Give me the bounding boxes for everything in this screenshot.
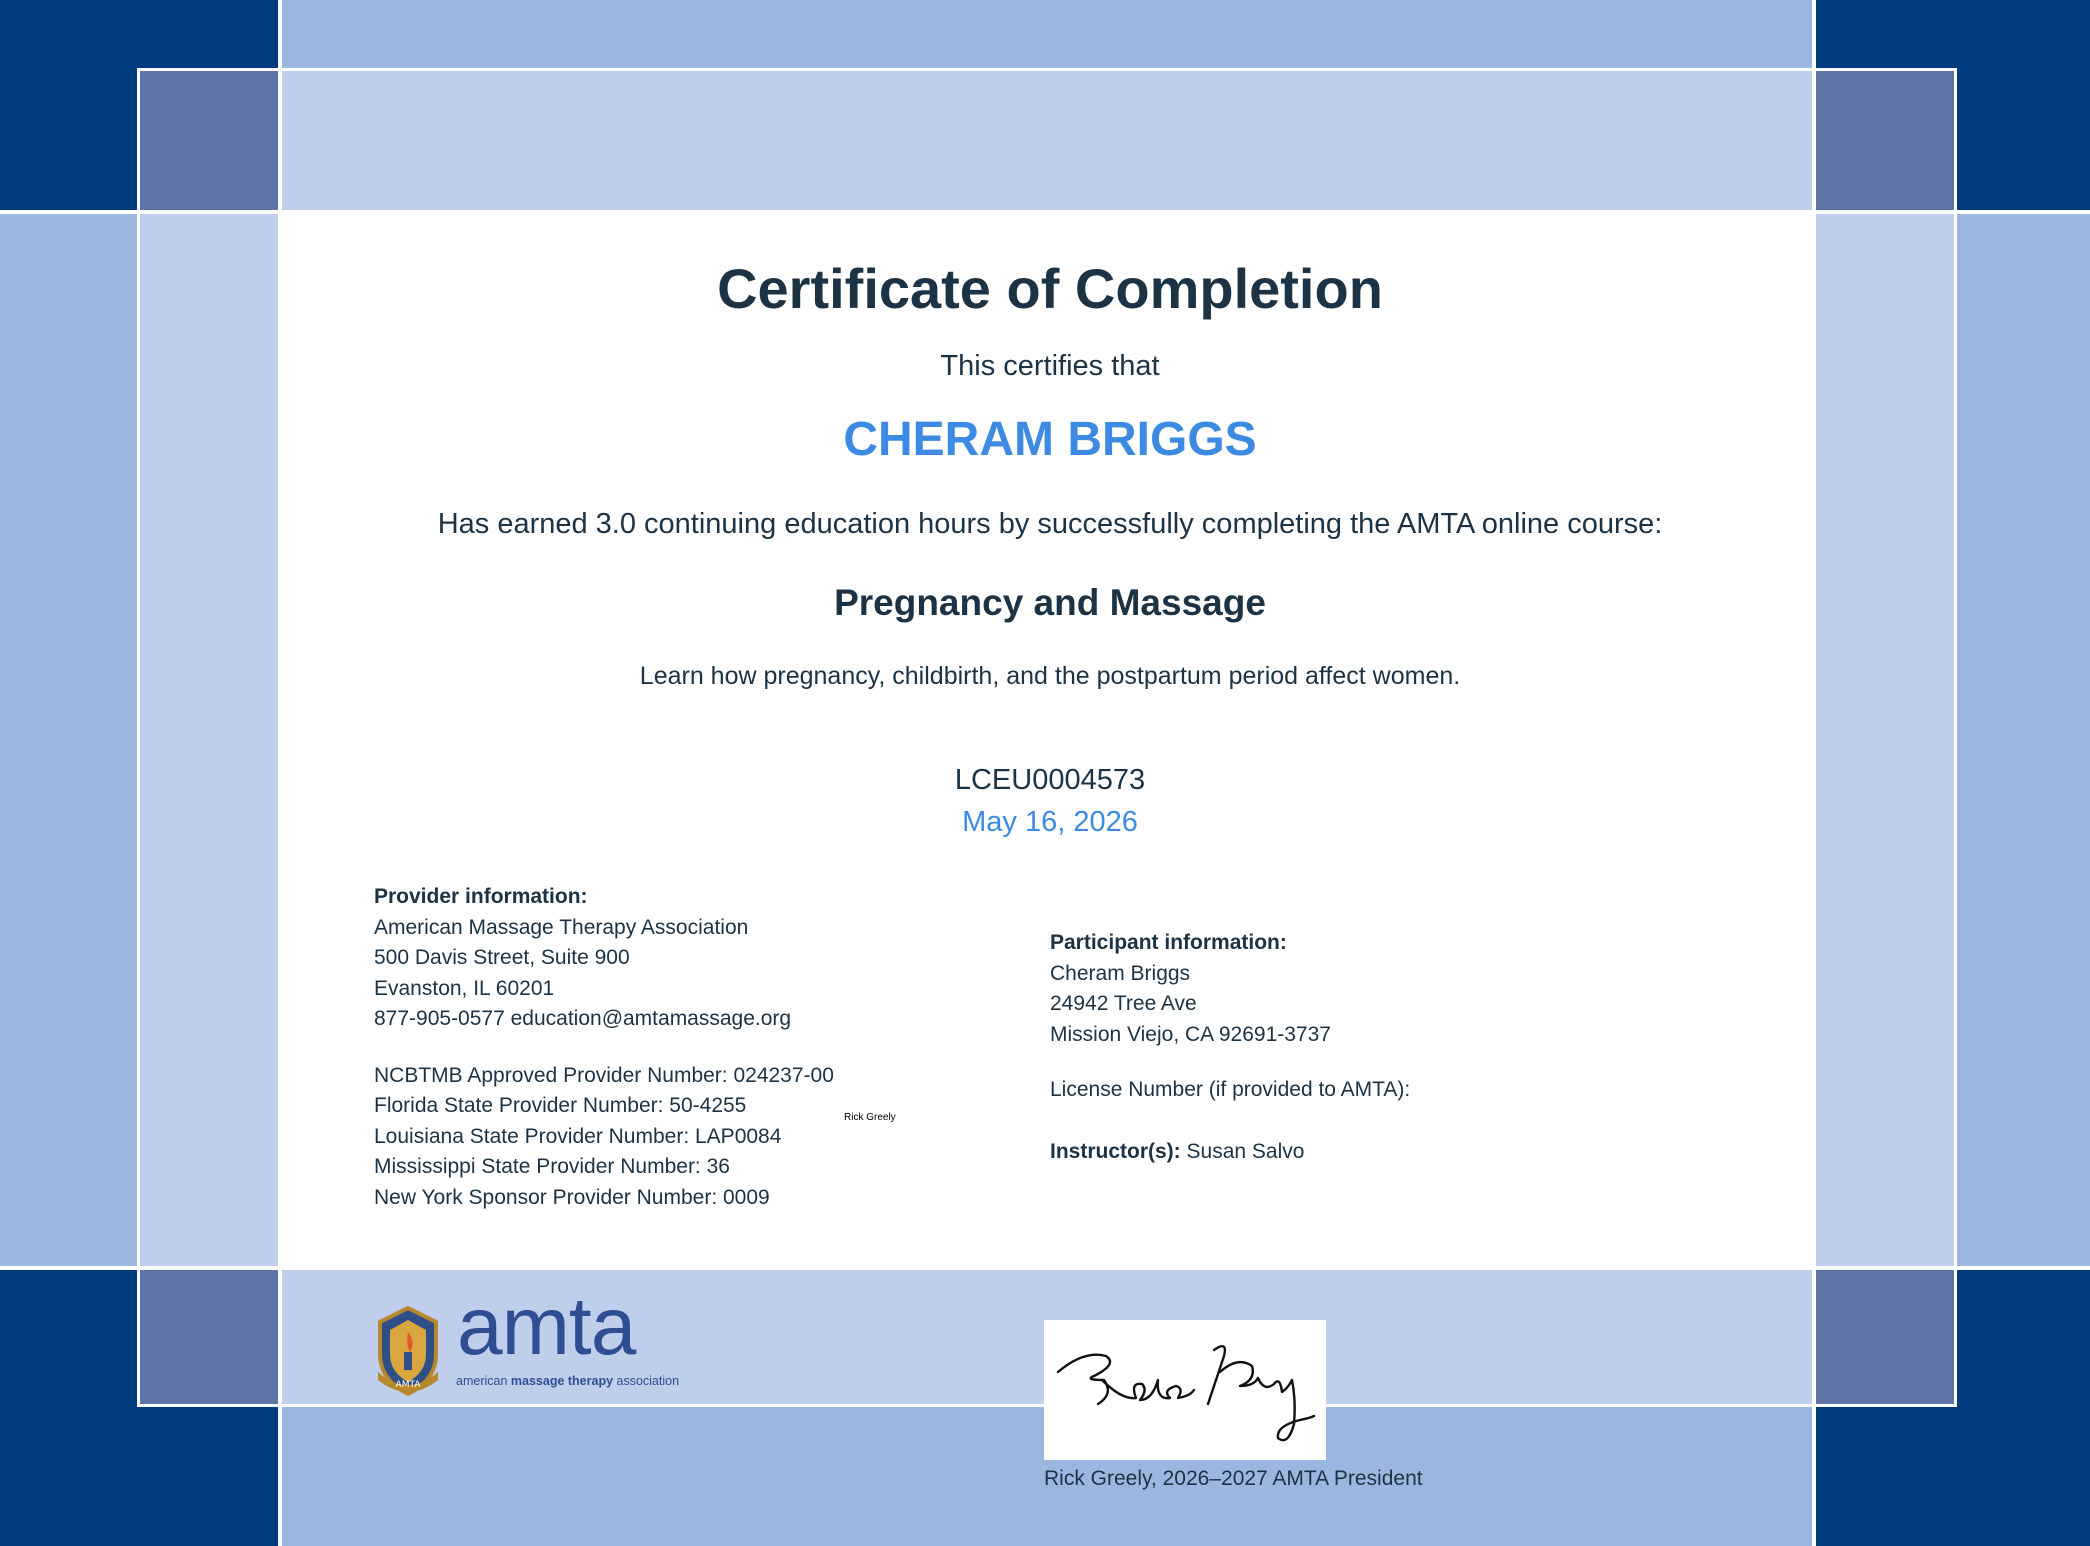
- instructor-line: [1050, 1137, 1410, 1168]
- provider-info: [374, 882, 834, 1213]
- amta-wordmark: amta: [457, 1281, 636, 1372]
- recipient-name: CHERAM BRIGGS: [843, 413, 1257, 466]
- provider-contact: 877-905-0577 education@amtamassage.org: [374, 1007, 792, 1030]
- provider-org: American Massage Therapy Association: [374, 915, 749, 939]
- provider-number: Mississippi State Provider Number: 36: [374, 1155, 730, 1178]
- provider-street: 500 Davis Street, Suite 900: [374, 946, 630, 969]
- participant-city: Mission Viejo, CA 92691-3737: [1050, 1022, 1331, 1046]
- provider-number: NCBTMB Approved Provider Number: 024237-00: [374, 1063, 834, 1087]
- certificate-title: Certificate of Completion: [717, 257, 1383, 320]
- provider-number: New York Sponsor Provider Number: 0009: [374, 1185, 770, 1209]
- provider-number: Florida State Provider Number: 50-4255: [374, 1094, 747, 1117]
- participant-info: [1050, 928, 1410, 1167]
- provider-number: Louisiana State Provider Number: LAP0084: [374, 1124, 782, 1148]
- amta-logo: [372, 1281, 692, 1392]
- course-title: Pregnancy and Massage: [834, 582, 1266, 623]
- participant-street: 24942 Tree Ave: [1050, 992, 1197, 1015]
- signature-caption: Rick Greely, 2026–2027 AMTA President: [1044, 1467, 1423, 1490]
- course-description: Learn how pregnancy, childbirth, and the postpartum period affect women.: [639, 662, 1461, 690]
- amta-emblem-icon: [372, 1306, 444, 1396]
- completion-date: May 16, 2026: [962, 806, 1138, 838]
- earned-statement: Has earned 3.0 continuing education hours by successfully completing the AMTA online course:: [437, 508, 1663, 540]
- certificate-code: LCEU0004573: [954, 764, 1146, 796]
- participant-heading: Participant information:: [1050, 931, 1287, 954]
- instructor-label: Instructor(s):: [1050, 1139, 1181, 1163]
- provider-city: Evanston, IL 60201: [374, 976, 555, 1000]
- svg-text:Rick Greely: Rick Greely: [844, 1112, 896, 1123]
- amta-tagline: american massage therapy association: [456, 1374, 680, 1388]
- instructor-name: Susan Salvo: [1186, 1139, 1305, 1163]
- emblem-text: AMTA: [395, 1380, 421, 1390]
- participant-name: Cheram Briggs: [1050, 961, 1191, 985]
- provider-heading: Provider information:: [374, 885, 588, 908]
- certifies-text: This certifies that: [940, 350, 1160, 382]
- license-number: License Number (if provided to AMTA):: [1050, 1078, 1411, 1101]
